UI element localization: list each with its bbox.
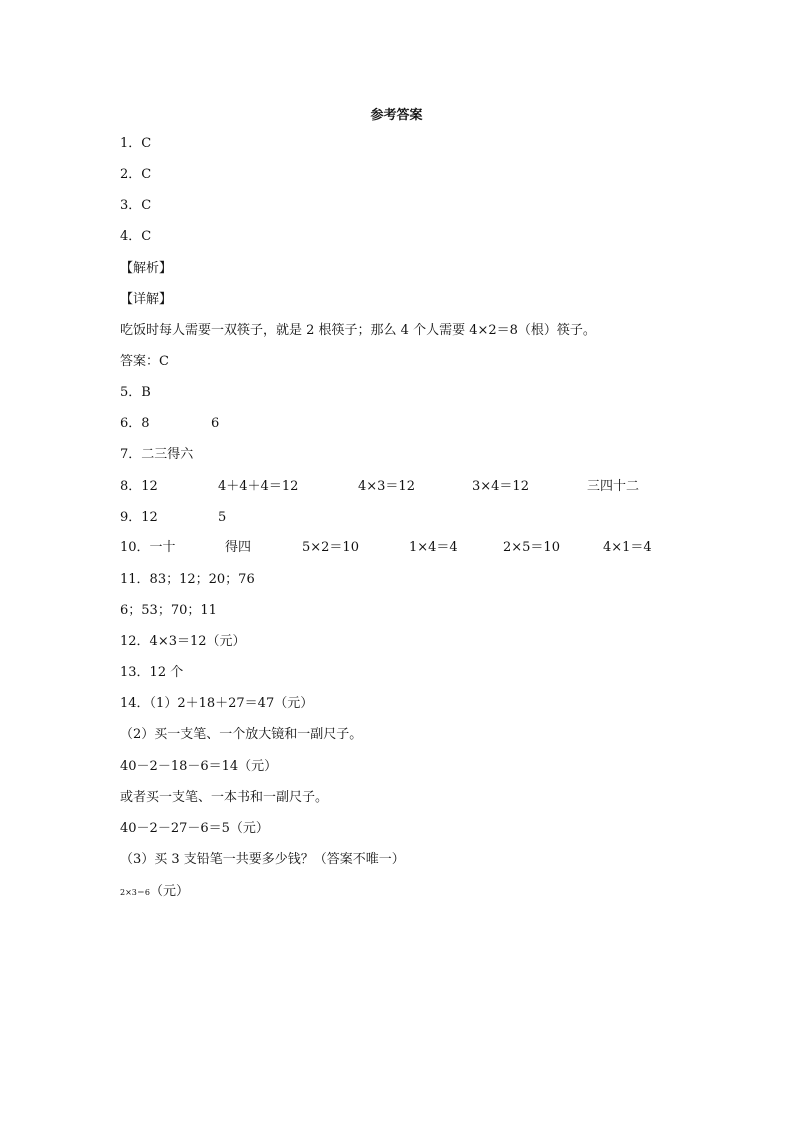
answer-10-f: 4×1＝4 bbox=[603, 540, 652, 555]
answer-14-part2-eq2: 40－2－27－6＝5（元） bbox=[120, 821, 269, 836]
answer-14-part3-eq bbox=[120, 884, 189, 901]
answer-14-part2-alt: 或者买一支笔、一本书和一副尺子。 bbox=[120, 790, 329, 805]
answer-10-b: 得四 bbox=[225, 540, 252, 555]
answer-8-e: 三四十二 bbox=[587, 479, 640, 494]
answer-10-c: 5×2＝10 bbox=[302, 540, 359, 555]
answer-2: 2．C bbox=[120, 167, 152, 182]
answer-13: 13．12 个 bbox=[120, 665, 184, 680]
answer-8-b: 4＋4＋4＝12 bbox=[218, 479, 299, 494]
answer-8-a: 8．12 bbox=[120, 479, 158, 494]
answer-10-d: 1×4＝4 bbox=[409, 540, 458, 555]
answer-14-part2-eq1: 40－2－18－6＝14（元） bbox=[120, 759, 278, 774]
answer-14-part2: （2）买一支笔、一个放大镜和一副尺子。 bbox=[120, 727, 363, 742]
page-title: 参考答案 bbox=[370, 108, 423, 123]
answer-14-part3-unit: （元） bbox=[149, 884, 189, 899]
answer-11-row1: 11．83；12；20；76 bbox=[120, 572, 255, 587]
detail-text: 吃饭时每人需要一双筷子，就是 2 根筷子；那么 4 个人需要 4×2＝8（根）筷子。 bbox=[120, 323, 596, 338]
answer-3: 3．C bbox=[120, 198, 152, 213]
answer-14-part3: （3）买 3 支铅笔一共要多少钱？（答案不唯一） bbox=[120, 852, 405, 867]
answer-14-part3-equation: 2×3＝6 bbox=[120, 888, 150, 897]
answer-10-a: 10．一十 bbox=[120, 540, 176, 555]
answer-c-text: 答案：C bbox=[120, 354, 169, 369]
answer-9-a: 9．12 bbox=[120, 510, 158, 525]
answer-12: 12．4×3＝12（元） bbox=[120, 634, 246, 649]
answer-10-e: 2×5＝10 bbox=[503, 540, 560, 555]
answer-8-c: 4×3＝12 bbox=[358, 479, 415, 494]
answer-14-part1: 14．（1）2＋18＋27＝47（元） bbox=[120, 696, 314, 711]
answer-11-row2: 6；53；70；11 bbox=[120, 603, 217, 618]
answer-1: 1．C bbox=[120, 136, 152, 151]
answer-6-b: 6 bbox=[211, 416, 220, 431]
answer-6-a: 6．8 bbox=[120, 416, 150, 431]
answer-8-d: 3×4＝12 bbox=[472, 479, 529, 494]
answer-4: 4．C bbox=[120, 229, 152, 244]
answer-5: 5．B bbox=[120, 385, 151, 400]
analysis-heading: 【解析】 bbox=[120, 261, 173, 276]
detail-heading: 【详解】 bbox=[120, 292, 173, 307]
answer-9-b: 5 bbox=[218, 510, 227, 525]
answer-7: 7．二三得六 bbox=[120, 447, 194, 462]
